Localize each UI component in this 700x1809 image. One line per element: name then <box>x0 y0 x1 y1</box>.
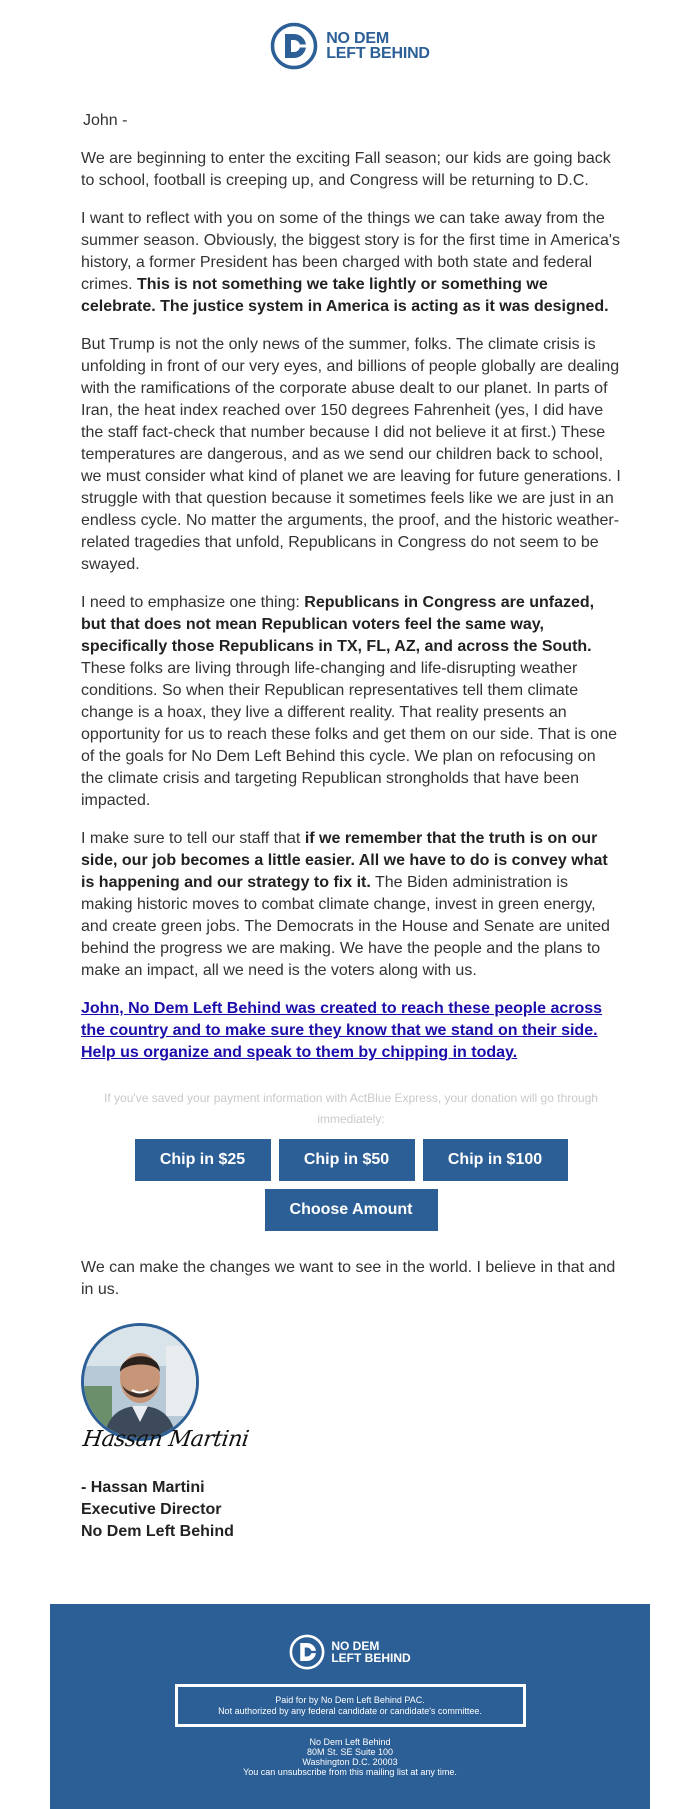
signoff-org: No Dem Left Behind <box>81 1523 234 1540</box>
logo-text <box>326 31 430 61</box>
paragraph-5-text: The Biden administration is making historic moves to combat climate change, invest in green energy, and create green jobs. The Democrats in the House and Senate are united behind the progress we are making. We have the people and the plans to make an impact, all we need is the voters along with us. <box>81 874 610 979</box>
choose-amount-button[interactable]: Choose Amount <box>265 1189 438 1231</box>
paragraph-1: We are beginning to enter the exciting Fall season; our kids are going back to school, football is creeping up, and Congress will be returning to D.C. <box>81 150 611 189</box>
paragraph-5 <box>81 828 621 982</box>
handwritten-signature: Hassan Martini <box>81 1427 251 1452</box>
choose-amount-row <box>81 1189 621 1231</box>
cta-paragraph <box>81 998 621 1064</box>
logo[interactable] <box>270 22 430 70</box>
unsubscribe-text[interactable]: You can unsubscribe from this mailing list at any time. <box>243 1767 457 1777</box>
footer-logo-line2: LEFT BEHIND <box>331 1651 411 1665</box>
signoff-title: Executive Director <box>81 1501 222 1518</box>
email-header <box>0 0 700 92</box>
paragraph-3: But Trump is not the only news of the summer, folks. The climate crisis is unfolding in front of our very eyes, and billions of people globally are dealing with the ramifications of the corporate abuse dealt to our planet. In parts of Iran, the heat index reached over 150 degrees Fahrenheit (yes, I did have the staff fact-check that number because I did not believe it at first.) These temperatures are dangerous, and as we send our children back to school, we must consider what kind of planet we are leaving for future generations. I struggle with that question because it sometimes feels like we are just in an endless cycle. No matter the arguments, the proof, and the historic weather-related tragedies that unfold, Republicans in Congress do not seem to be swayed. <box>81 336 621 573</box>
chip-in-100-button[interactable]: Chip in $100 <box>423 1139 568 1181</box>
paragraph-2 <box>81 208 621 318</box>
email-footer <box>50 1604 650 1809</box>
paragraph-2-bold: This is not something we take lightly or something we celebrate. The justice system in America is acting as it was designed. <box>81 276 609 315</box>
greeting: John - <box>83 112 128 129</box>
footer-logo-d-icon <box>289 1634 325 1670</box>
footer-logo[interactable] <box>50 1634 650 1670</box>
signoff-name: - Hassan Martini <box>81 1479 205 1496</box>
paragraph-4-lead: I need to emphasize one thing: <box>81 594 305 611</box>
actblue-disclaimer: If you've saved your payment information with ActBlue Express, your donation will go through immediately: <box>104 1091 598 1126</box>
paid-line-2: Not authorized by any federal candidate or candidate's committee. <box>218 1706 482 1716</box>
paragraph-2-text: I want to reflect with you on some of the things we can take away from the summer season. Obviously, the biggest story is for the first time in America's history, a former President has been charged with both state and federal crimes. <box>81 210 620 293</box>
paragraph-5-lead: I make sure to tell our staff that <box>81 830 305 847</box>
footer-logo-line1: NO DEM <box>331 1639 380 1653</box>
closing-text: We can make the changes we want to see in the world. I believe in that and in us. <box>81 1259 616 1298</box>
paid-for-disclaimer <box>175 1684 526 1727</box>
logo-line2: LEFT BEHIND <box>326 45 430 62</box>
paragraph-4-bold: Republicans in Congress are unfazed, but that does not mean Republican voters feel the same way, specifically those Republicans in TX, FL, AZ, and across the South. <box>81 594 595 655</box>
email-body <box>81 100 621 1543</box>
signature-block <box>81 1323 621 1451</box>
avatar <box>81 1323 199 1441</box>
logo-d-icon <box>270 22 318 70</box>
paragraph-4 <box>81 592 621 812</box>
donation-buttons-row <box>81 1139 621 1181</box>
chip-in-50-button[interactable]: Chip in $50 <box>279 1139 415 1181</box>
address-org: No Dem Left Behind <box>309 1737 391 1747</box>
address-city: Washington D.C. 20003 <box>302 1757 398 1767</box>
paragraph-5-bold: if we remember that the truth is on our side, our job becomes a little easier. All we have to do is convey what is happening and our strategy to fix it. <box>81 830 608 891</box>
paid-line-1: Paid for by No Dem Left Behind PAC. <box>275 1695 425 1705</box>
address-street: 80M St. SE Suite 100 <box>306 1747 394 1757</box>
portrait-image <box>84 1326 196 1438</box>
logo-line1: NO DEM <box>326 30 390 47</box>
footer-address <box>50 1737 650 1777</box>
footer-logo-text <box>331 1640 410 1664</box>
signoff <box>81 1477 621 1543</box>
paragraph-4-text: These folks are living through life-changing and life-disrupting weather conditions. So when their Republican representatives tell them climate change is a hoax, they live a different reality. That reality presents an opportunity for us to reach these folks and get them on our side. That is one of the goals for No Dem Left Behind this cycle. We plan on refocusing on the climate crisis and targeting Republican strongholds that have been impacted. <box>81 660 618 809</box>
chip-in-25-button[interactable]: Chip in $25 <box>135 1139 271 1181</box>
donate-link[interactable]: John, No Dem Left Behind was created to reach these people across the country and to make sure they know that we stand on their side. Help us organize and speak to them by chipping in today. <box>81 1000 603 1061</box>
